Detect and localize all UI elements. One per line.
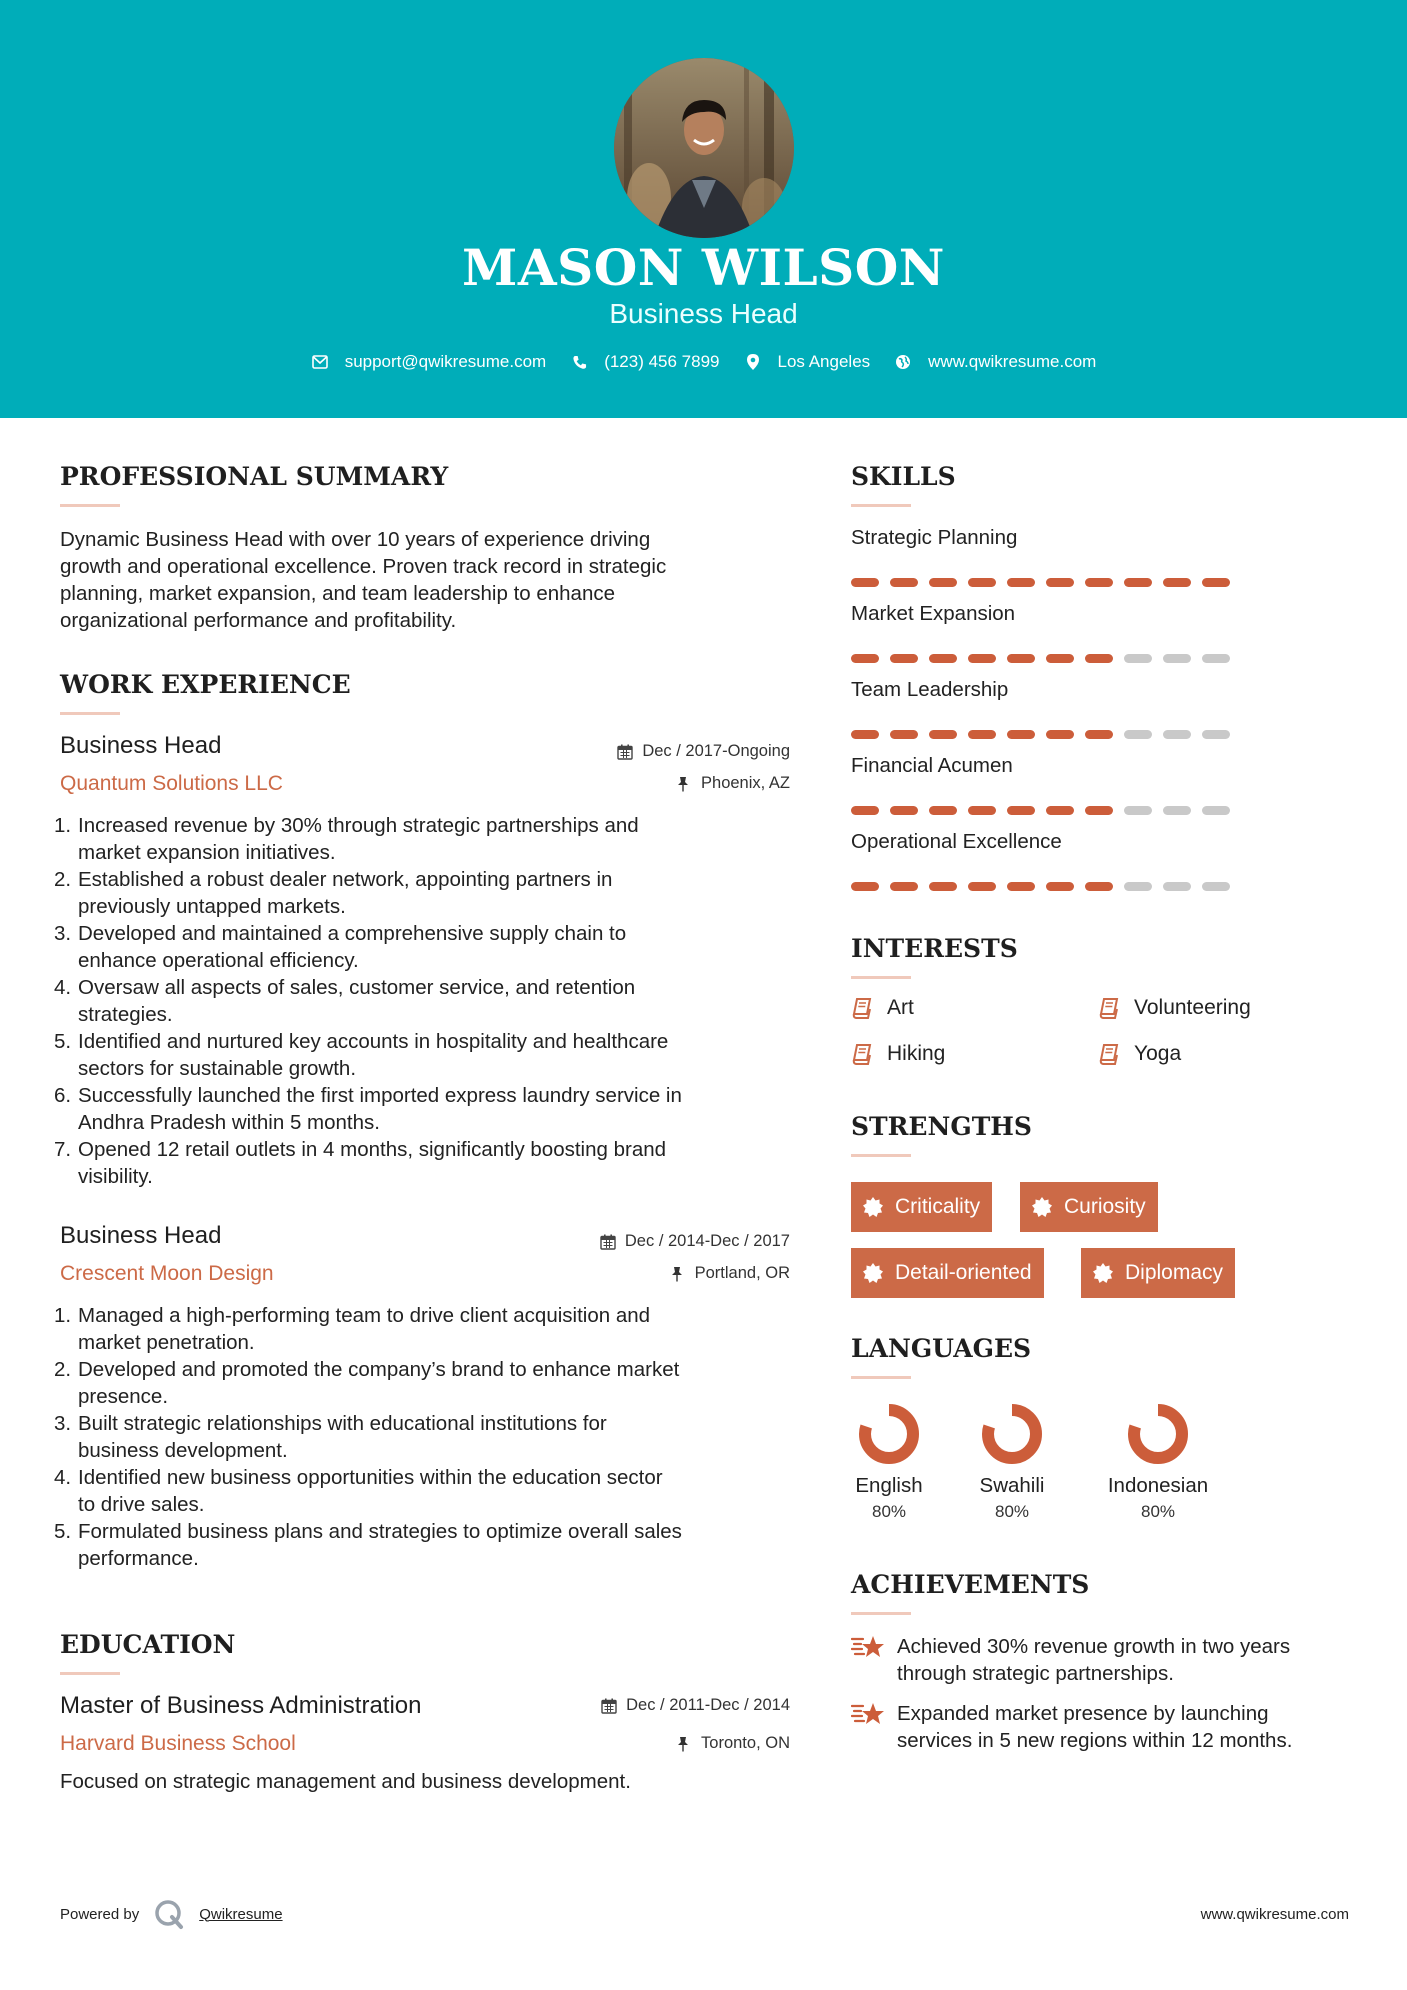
skill-dot-empty	[1202, 882, 1230, 891]
badge-icon	[1032, 1197, 1052, 1217]
skill-dot-filled	[1085, 578, 1113, 587]
skill-name: Operational Excellence	[851, 830, 1062, 853]
education-rule	[60, 1672, 120, 1675]
skill-level-meter	[851, 578, 1230, 587]
language-item	[1088, 1402, 1228, 1522]
skill-dot-filled	[929, 806, 957, 815]
skill-dot-empty	[1202, 806, 1230, 815]
summary-line: organizational performance and profitability.	[60, 609, 457, 632]
strength-tag: Detail-oriented	[851, 1248, 1044, 1298]
candidate-role: Business Head	[609, 298, 798, 329]
education-location	[500, 1734, 790, 1753]
powered-by-label: Powered by	[60, 1905, 140, 1923]
skill-dot-filled	[929, 578, 957, 587]
skill-dot-empty	[1163, 882, 1191, 891]
skill-level-meter	[851, 806, 1230, 815]
skill-dot-filled	[1007, 578, 1035, 587]
skill-dot-filled	[968, 882, 996, 891]
skill-dot-filled	[851, 578, 879, 587]
job-company: Crescent Moon Design	[60, 1262, 274, 1285]
book-icon	[851, 1043, 873, 1065]
list-item: 1. Increased revenue by 30% through strategic partnerships and market expansion initiatives.	[54, 814, 639, 864]
list-item: 3. Developed and maintained a comprehensive supply chain to enhance operational efficiency.	[54, 922, 627, 972]
contact-bar	[0, 352, 1407, 372]
list-item: 5. Identified and nurtured key accounts in hospitality and healthcare sectors for sustainable growth.	[54, 1030, 669, 1080]
language-name: English	[855, 1474, 923, 1497]
interests-title: INTERESTS	[851, 934, 1018, 963]
contact-location-text: Los Angeles	[777, 352, 871, 371]
strength-tag: Curiosity	[1020, 1182, 1158, 1232]
job-location-text: Portland, OR	[694, 1264, 790, 1282]
skill-dot-filled	[968, 806, 996, 815]
skill-dot-empty	[1202, 654, 1230, 663]
book-icon	[851, 997, 873, 1019]
contact-location	[744, 352, 871, 372]
skill-dot-filled	[1007, 882, 1035, 891]
skill-dot-filled	[890, 578, 918, 587]
interests-rule	[851, 976, 911, 979]
job-company: Quantum Solutions LLC	[60, 772, 283, 795]
skill-dot-filled	[929, 654, 957, 663]
job-location-text: Phoenix, AZ	[701, 774, 790, 792]
badge-icon	[863, 1197, 883, 1217]
book-icon	[1098, 997, 1120, 1019]
skill-dot-filled	[851, 882, 879, 891]
skill-dot-empty	[1163, 806, 1191, 815]
pushpin-icon	[676, 776, 692, 792]
list-item: 6. Successfully launched the first imported express laundry service in Andhra Pradesh within 5 months.	[54, 1084, 682, 1134]
pushpin-icon	[676, 1736, 692, 1752]
language-ring-arc	[988, 1410, 1036, 1458]
strength-tag: Criticality	[851, 1182, 992, 1232]
skill-dot-empty	[1202, 730, 1230, 739]
job-dates	[500, 742, 790, 761]
skill-name: Market Expansion	[851, 602, 1016, 625]
pushpin-icon	[670, 1266, 686, 1282]
skill-dot-filled	[1046, 806, 1074, 815]
interest-item: Art	[851, 996, 914, 1020]
skill-dot-empty	[1124, 806, 1152, 815]
degree-title: Master of Business Administration	[60, 1692, 422, 1719]
summary-text	[60, 526, 800, 634]
language-level: 80%	[994, 1502, 1030, 1521]
envelope-icon	[311, 353, 329, 371]
calendar-icon	[601, 1698, 617, 1714]
job-bullet-list	[54, 812, 800, 1190]
skill-dot-filled	[929, 730, 957, 739]
skill-dot-filled	[1202, 578, 1230, 587]
footer-website[interactable]: www.qwikresume.com	[1200, 1906, 1349, 1923]
education-dates-text: Dec / 2011-Dec / 2014	[626, 1696, 790, 1714]
calendar-icon	[600, 1234, 616, 1250]
book-icon	[1098, 1043, 1120, 1065]
footer-powered-by	[60, 1898, 283, 1930]
skill-dot-filled	[1085, 654, 1113, 663]
language-name: Swahili	[979, 1474, 1045, 1497]
shooting-star-icon	[851, 1699, 885, 1729]
skills-title: SKILLS	[851, 462, 956, 491]
qwikresume-logo-icon	[153, 1898, 185, 1930]
skill-dot-filled	[890, 806, 918, 815]
list-item: 2. Established a robust dealer network, appointing partners in previously untapped markets.	[54, 868, 613, 918]
skill-dot-filled	[1085, 730, 1113, 739]
strengths-rule	[851, 1154, 911, 1157]
skill-name: Financial Acumen	[851, 754, 1013, 777]
language-level: 80%	[871, 1502, 907, 1521]
language-ring	[980, 1402, 1044, 1466]
language-item	[819, 1402, 959, 1522]
job-dates-text: Dec / 2017-Ongoing	[642, 742, 790, 760]
job-dates	[500, 1232, 790, 1251]
contact-website[interactable]	[894, 352, 1096, 372]
skill-dot-filled	[851, 654, 879, 663]
skill-level-meter	[851, 882, 1230, 891]
achievement-item: Achieved 30% revenue growth in two years through strategic partnerships.	[851, 1633, 1290, 1687]
language-ring	[1126, 1402, 1190, 1466]
job-location	[500, 774, 790, 793]
work-rule	[60, 712, 120, 715]
skill-dot-filled	[1046, 882, 1074, 891]
language-ring	[857, 1402, 921, 1466]
language-level: 80%	[1140, 1502, 1176, 1521]
strengths-title: STRENGTHS	[851, 1112, 1032, 1141]
achievements-title: ACHIEVEMENTS	[851, 1570, 1090, 1599]
summary-line: Dynamic Business Head with over 10 years of experience driving	[60, 528, 651, 551]
skill-dot-filled	[890, 882, 918, 891]
skill-dot-filled	[890, 654, 918, 663]
globe-icon	[894, 353, 912, 371]
skill-dot-filled	[1007, 730, 1035, 739]
contact-website-text: www.qwikresume.com	[928, 352, 1097, 371]
shooting-star-icon	[851, 1632, 885, 1662]
achievements-rule	[851, 1612, 911, 1615]
strength-tag: Diplomacy	[1081, 1248, 1235, 1298]
education-title: EDUCATION	[60, 1630, 236, 1659]
list-item: 4. Oversaw all aspects of sales, customer service, and retention strategies.	[54, 976, 636, 1026]
skill-dot-empty	[1163, 654, 1191, 663]
skill-dot-filled	[1046, 654, 1074, 663]
interest-item: Yoga	[1098, 1042, 1181, 1066]
profile-photo	[614, 58, 794, 238]
skill-dot-filled	[890, 730, 918, 739]
skill-level-meter	[851, 654, 1230, 663]
skill-name: Strategic Planning	[851, 526, 1018, 549]
qwikresume-link[interactable]: Qwikresume	[199, 1905, 283, 1923]
list-item: 3. Built strategic relationships with educational institutions for business development.	[54, 1412, 607, 1462]
language-name: Indonesian	[1107, 1474, 1209, 1497]
resume-header	[0, 0, 1407, 418]
skill-dot-filled	[968, 730, 996, 739]
skill-dot-filled	[968, 654, 996, 663]
job-dates-text: Dec / 2014-Dec / 2017	[624, 1232, 790, 1250]
list-item: 4. Identified new business opportunities within the education sector to drive sales.	[54, 1466, 663, 1516]
summary-line: planning, market expansion, and team leadership to enhance	[60, 582, 616, 605]
contact-email-text: support@qwikresume.com	[344, 352, 547, 371]
skill-dot-empty	[1163, 730, 1191, 739]
job-title: Business Head	[60, 732, 222, 759]
contact-phone[interactable]	[570, 352, 719, 372]
languages-title: LANGUAGES	[851, 1334, 1032, 1363]
job-location	[500, 1264, 790, 1283]
interest-item: Hiking	[851, 1042, 945, 1066]
skill-dot-filled	[1007, 654, 1035, 663]
language-item	[942, 1402, 1082, 1522]
education-dates	[500, 1696, 790, 1715]
candidate-name: MASON WILSON	[462, 238, 945, 297]
badge-icon	[1093, 1263, 1113, 1283]
skill-dot-empty	[1124, 654, 1152, 663]
skill-name: Team Leadership	[851, 678, 1009, 701]
skill-dot-filled	[1046, 730, 1074, 739]
languages-rule	[851, 1376, 911, 1379]
school-name: Harvard Business School	[60, 1732, 296, 1755]
badge-icon	[863, 1263, 883, 1283]
work-title: WORK EXPERIENCE	[60, 670, 351, 699]
skills-rule	[851, 504, 911, 507]
skill-dot-filled	[851, 730, 879, 739]
skill-dot-filled	[929, 882, 957, 891]
list-item: 1. Managed a high-performing team to drive client acquisition and market penetration.	[54, 1304, 651, 1354]
summary-title: PROFESSIONAL SUMMARY	[60, 462, 449, 491]
skill-dot-filled	[851, 806, 879, 815]
list-item: 5. Formulated business plans and strategies to optimize overall sales performance.	[54, 1520, 682, 1570]
education-location-text: Toronto, ON	[701, 1734, 790, 1752]
summary-line: growth and operational excellence. Proven track record in strategic	[60, 555, 667, 578]
phone-icon	[570, 353, 588, 371]
list-item: 7. Opened 12 retail outlets in 4 months, significantly boosting brand visibility.	[54, 1138, 667, 1188]
list-item: 2. Developed and promoted the company’s brand to enhance market presence.	[54, 1358, 680, 1408]
skill-level-meter	[851, 730, 1230, 739]
skill-dot-filled	[1124, 578, 1152, 587]
education-description: Focused on strategic management and business development.	[60, 1770, 631, 1793]
interest-item: Volunteering	[1098, 996, 1251, 1020]
contact-phone-text: (123) 456 7899	[604, 352, 720, 371]
skill-dot-filled	[1007, 806, 1035, 815]
language-ring-arc	[865, 1410, 913, 1458]
achievement-item: Expanded market presence by launching services in 5 new regions within 12 months.	[851, 1700, 1292, 1754]
skill-dot-filled	[1085, 882, 1113, 891]
skill-dot-empty	[1124, 882, 1152, 891]
skill-dot-filled	[1046, 578, 1074, 587]
job-bullet-list	[54, 1302, 800, 1572]
job-title: Business Head	[60, 1222, 222, 1249]
skill-dot-filled	[968, 578, 996, 587]
contact-email[interactable]	[311, 352, 547, 372]
skill-dot-filled	[1163, 578, 1191, 587]
skill-dot-empty	[1124, 730, 1152, 739]
language-ring-arc	[1134, 1410, 1182, 1458]
skill-dot-filled	[1085, 806, 1113, 815]
summary-rule	[60, 504, 120, 507]
calendar-icon	[617, 744, 633, 760]
map-pin-icon	[744, 353, 762, 371]
